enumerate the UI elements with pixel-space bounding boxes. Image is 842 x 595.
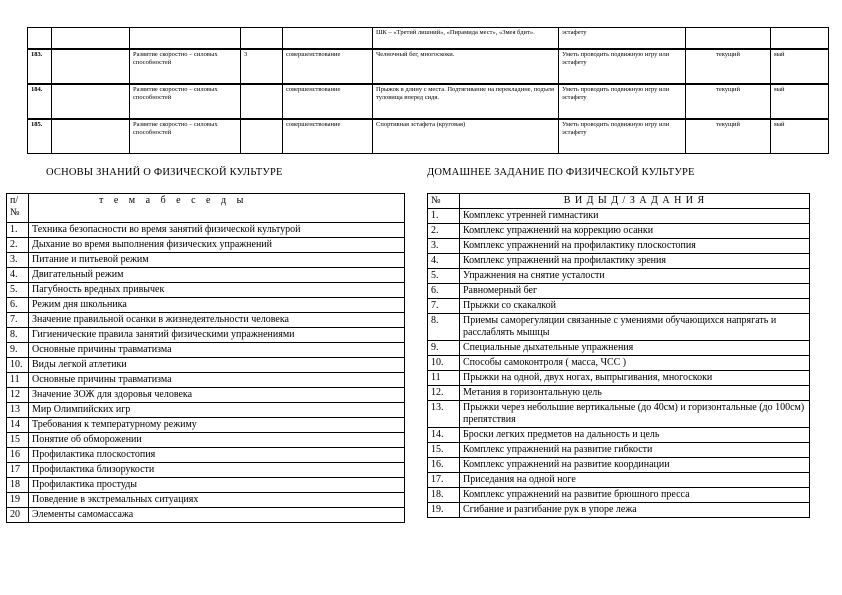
topic-row [7, 313, 405, 328]
item-text: Основные причины травматизма [29, 373, 405, 388]
homework-row [428, 503, 810, 518]
homework-header-row [428, 194, 810, 209]
topic-row [7, 253, 405, 268]
topic-row [7, 418, 405, 433]
lesson-month: май [771, 49, 829, 84]
item-number: 7. [7, 313, 29, 328]
lesson-number: 185. [28, 119, 52, 154]
item-number: 12. [428, 386, 460, 401]
homework-row [428, 443, 810, 458]
lesson-result: Уметь проводить подвижную игру или эстафету [559, 49, 686, 84]
item-number: 3. [7, 253, 29, 268]
item-text: Прыжки на одной, двух ногах, выпрыгивания, многоскоки [460, 371, 810, 386]
topic-row [7, 298, 405, 313]
knowledge-heading: ОСНОВЫ ЗНАНИЙ О ФИЗИЧЕСКОЙ КУЛЬТУРЕ [46, 167, 283, 178]
homework-heading: ДОМАШНЕЕ ЗАДАНИЕ ПО ФИЗИЧЕСКОЙ КУЛЬТУРЕ [427, 167, 695, 178]
item-number: 1. [7, 223, 29, 238]
item-number: 1. [428, 209, 460, 224]
item-text: Приседания на одной ноге [460, 473, 810, 488]
lesson-control: текущий [686, 119, 771, 154]
item-text: Комплекс упражнений на развитие координации [460, 458, 810, 473]
item-text: Режим дня школьника [29, 298, 405, 313]
lesson-number: 184. [28, 84, 52, 119]
topic-row [7, 283, 405, 298]
item-text: Прыжки через небольшие вертикальные (до 40см) и горизонтальные (до 100см) препятствия [460, 401, 810, 428]
homework-row [428, 209, 810, 224]
lesson-section: Развитие скоростно – силовых способностей [130, 119, 241, 154]
lesson-row [28, 84, 829, 119]
topic-row [7, 388, 405, 403]
lesson-type: совершенствование [283, 49, 373, 84]
lesson-month: май [771, 119, 829, 154]
item-number: 15. [428, 443, 460, 458]
lesson-content: ШК – «Третий лишний», «Пирамида мест», «Змея бдит». [373, 28, 559, 50]
lesson-row-continued [28, 28, 829, 50]
item-number: 4. [428, 254, 460, 269]
homework-row [428, 341, 810, 356]
item-text: Элементы самомассажа [29, 508, 405, 523]
lesson-hours [241, 119, 283, 154]
lesson-type: совершенствование [283, 119, 373, 154]
item-number: 16 [7, 448, 29, 463]
item-text: Гигиенические правила занятий физическими упражнениями [29, 328, 405, 343]
item-text: Прыжки со скакалкой [460, 299, 810, 314]
topic-row [7, 403, 405, 418]
homework-row [428, 224, 810, 239]
topic-row [7, 463, 405, 478]
item-number: 11 [428, 371, 460, 386]
topic-row [7, 268, 405, 283]
item-number: 19 [7, 493, 29, 508]
item-text: Значение ЗОЖ для здоровья человека [29, 388, 405, 403]
item-number: 17 [7, 463, 29, 478]
item-text: Профилактика простуды [29, 478, 405, 493]
lesson-control: текущий [686, 84, 771, 119]
item-text: Упражнения на снятие усталости [460, 269, 810, 284]
homework-row [428, 488, 810, 503]
item-text: Равномерный бег [460, 284, 810, 299]
item-text: Комплекс упражнений на развитие гибкости [460, 443, 810, 458]
item-text: Профилактика близорукости [29, 463, 405, 478]
topic-row [7, 433, 405, 448]
item-text: Значение правильной осанки в жизнедеятельности человека [29, 313, 405, 328]
item-text: Комплекс упражнений на развитие брюшного пресса [460, 488, 810, 503]
item-text: Мир Олимпийских игр [29, 403, 405, 418]
item-number: 14 [7, 418, 29, 433]
lesson-section: Развитие скоростно – силовых способностей [130, 49, 241, 84]
item-number: 6. [428, 284, 460, 299]
item-text: Специальные дыхательные упражнения [460, 341, 810, 356]
item-number: 11 [7, 373, 29, 388]
homework-row [428, 386, 810, 401]
item-text: Понятие об обморожении [29, 433, 405, 448]
topic-row [7, 478, 405, 493]
lesson-section: Развитие скоростно – силовых способностей [130, 84, 241, 119]
homework-row [428, 428, 810, 443]
item-number: 8. [7, 328, 29, 343]
topic-row [7, 493, 405, 508]
lesson-content: Прыжок в длину с места. Подтягивание на перекладине, подъем туловища вперед сидя. [373, 84, 559, 119]
item-number: 4. [7, 268, 29, 283]
item-number: 12 [7, 388, 29, 403]
homework-row [428, 299, 810, 314]
homework-row [428, 314, 810, 341]
item-number: 13 [7, 403, 29, 418]
homework-row [428, 239, 810, 254]
homework-row [428, 458, 810, 473]
lesson-row [28, 49, 829, 84]
item-text: Двигательный режим [29, 268, 405, 283]
item-text: Броски легких предметов на дальность и цель [460, 428, 810, 443]
topic-row [7, 358, 405, 373]
item-text: Комплекс утренней гимнастики [460, 209, 810, 224]
lesson-result: Уметь проводить подвижную игру или эстафету [559, 84, 686, 119]
item-number: 9. [7, 343, 29, 358]
item-number: 19. [428, 503, 460, 518]
item-text: Требования к температурному режиму [29, 418, 405, 433]
lesson-result: Уметь проводить подвижную игру или эстафету [559, 119, 686, 154]
item-number: 18 [7, 478, 29, 493]
item-text: Метания в горизонтальную цель [460, 386, 810, 401]
topics-header-row [7, 194, 405, 223]
item-number: 15 [7, 433, 29, 448]
item-number: 2. [428, 224, 460, 239]
item-text: Профилактика плоскостопия [29, 448, 405, 463]
lesson-plan-table [27, 27, 829, 154]
topic-row [7, 343, 405, 358]
item-number: 3. [428, 239, 460, 254]
item-number: 5. [428, 269, 460, 284]
column-header-number: п/№ [7, 194, 29, 223]
topic-row [7, 373, 405, 388]
homework-row [428, 269, 810, 284]
item-text: Дыхание во время выполнения физических упражнений [29, 238, 405, 253]
column-header-number: № [428, 194, 460, 209]
item-text: Комплекс упражнений на коррекцию осанки [460, 224, 810, 239]
item-number: 20 [7, 508, 29, 523]
homework-row [428, 254, 810, 269]
lesson-content: Спортивная эстафета (круговая) [373, 119, 559, 154]
item-number: 16. [428, 458, 460, 473]
item-number: 10. [428, 356, 460, 371]
item-text: Поведение в экстремальных ситуациях [29, 493, 405, 508]
lesson-month: май [771, 84, 829, 119]
item-number: 5. [7, 283, 29, 298]
lesson-content: Челночный бег, многоскоки. [373, 49, 559, 84]
item-number: 10. [7, 358, 29, 373]
homework-row [428, 371, 810, 386]
lesson-result: эстафету [559, 28, 686, 50]
topics-table [6, 193, 405, 523]
item-text: Приемы саморегуляции связанные с умениями обучающихся напрягать и расслаблять мышцы [460, 314, 810, 341]
lesson-row [28, 119, 829, 154]
item-text: Способы самоконтроля ( масса, ЧСС ) [460, 356, 810, 371]
item-text: Пагубность вредных привычек [29, 283, 405, 298]
topic-row [7, 508, 405, 523]
item-number: 6. [7, 298, 29, 313]
lesson-hours [241, 84, 283, 119]
homework-row [428, 356, 810, 371]
item-text: Питание и питьевой режим [29, 253, 405, 268]
column-header-topic: т е м а б е с е д ы [29, 194, 405, 223]
item-text: Сгибание и разгибание рук в упоре лежа [460, 503, 810, 518]
homework-row [428, 401, 810, 428]
item-number: 18. [428, 488, 460, 503]
homework-row [428, 473, 810, 488]
lesson-number: 183. [28, 49, 52, 84]
item-number: 17. [428, 473, 460, 488]
topic-row [7, 448, 405, 463]
homework-table [427, 193, 810, 518]
item-number: 9. [428, 341, 460, 356]
item-text: Техника безопасности во время занятий физической культурой [29, 223, 405, 238]
homework-row [428, 284, 810, 299]
topic-row [7, 328, 405, 343]
column-header-tasks: В И Д Ы Д / З А Д А Н И Я [460, 194, 810, 209]
item-text: Комплекс упражнений на профилактику плоскостопия [460, 239, 810, 254]
lesson-hours: 3 [241, 49, 283, 84]
lesson-type: совершенствование [283, 84, 373, 119]
item-text: Комплекс упражнений на профилактику зрения [460, 254, 810, 269]
item-text: Основные причины травматизма [29, 343, 405, 358]
item-number: 2. [7, 238, 29, 253]
topic-row [7, 223, 405, 238]
topic-row [7, 238, 405, 253]
item-number: 7. [428, 299, 460, 314]
lesson-control: текущий [686, 49, 771, 84]
item-number: 13. [428, 401, 460, 428]
item-number: 8. [428, 314, 460, 341]
item-number: 14. [428, 428, 460, 443]
item-text: Виды легкой атлетики [29, 358, 405, 373]
